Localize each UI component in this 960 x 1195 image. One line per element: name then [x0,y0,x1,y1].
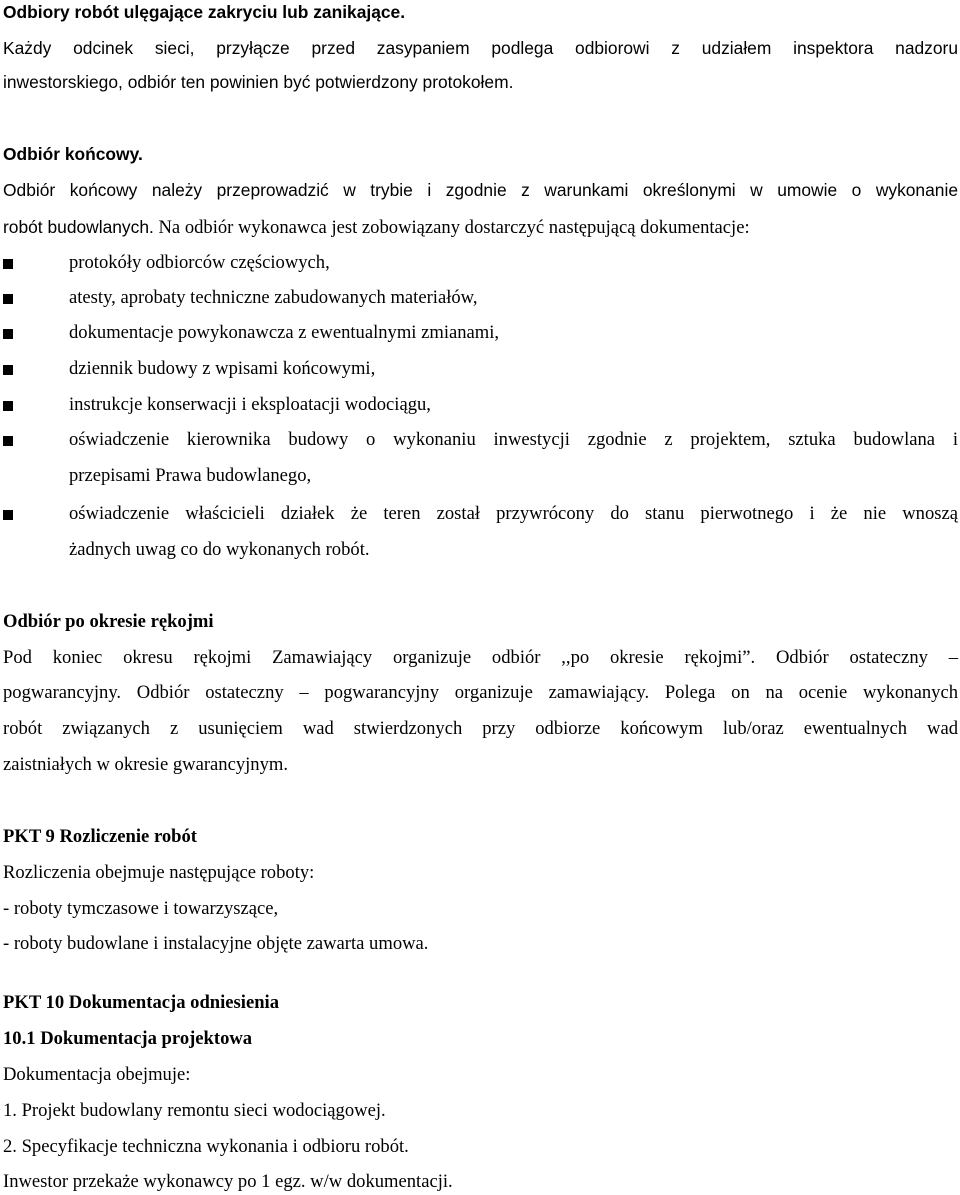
paragraph-line: inwestorskiego, odbiór ten powinien być potwierdzony protokołem. [3,72,514,92]
bullet-square-icon [3,510,13,520]
paragraph-line: 2. Specyfikacje techniczna wykonania i odbioru robót. [3,1136,409,1157]
subsection-heading-10-1: 10.1 Dokumentacja projektowa [3,1028,253,1049]
section-heading-odbiory-zanikajace: Odbiory robót ulęgające zakryciu lub zanikające. [3,2,406,22]
section-heading-pkt10: PKT 10 Dokumentacja odniesienia [3,992,280,1013]
paragraph-fragment: Na odbiór wykonawca jest zobowiązany dostarczyć następującą dokumentacje: [158,217,750,238]
paragraph-line: zaistniałych w okresie gwarancyjnym. [3,754,289,775]
paragraph-line: Odbiór końcowy należy przeprowadzić w trybie i zgodnie z warunkami określonymi w umowie o wykonanie [3,180,958,200]
paragraph-fragment: robót budowlanych. [3,217,154,237]
paragraph-line: Dokumentacja obejmuje: [3,1064,191,1085]
bullet-square-icon [3,329,13,339]
list-item-continuation: żadnych uwag co do wykonanych robót. [69,539,370,560]
list-item: oświadczenie właścicieli działek że teren został przywrócony do stanu pierwotnego i że nie wnoszą [69,503,958,524]
list-item: atesty, aprobaty techniczne zabudowanych materiałów, [69,287,478,308]
bullet-square-icon [3,294,13,304]
paragraph-line: Rozliczenia obejmuje następujące roboty: [3,862,315,883]
section-heading-pkt9: PKT 9 Rozliczenie robót [3,826,197,847]
list-item: oświadczenie kierownika budowy o wykonaniu inwestycji zgodnie z projektem, sztuka budowlana i [69,429,958,450]
bullet-square-icon [3,401,13,411]
paragraph-line: robót związanych z usunięciem wad stwierdzonych przy odbiorze końcowym lub/oraz ewentualnych wad [3,718,958,739]
list-item: dziennik budowy z wpisami końcowymi, [69,358,376,379]
paragraph-line: Inwestor przekaże wykonawcy po 1 egz. w/w dokumentacji. [3,1171,453,1192]
list-item-continuation: przepisami Prawa budowlanego, [69,465,312,486]
section-heading-odbior-rekojmi: Odbiór po okresie rękojmi [3,611,214,632]
bullet-square-icon [3,259,13,269]
bullet-square-icon [3,365,13,375]
paragraph-line: Pod koniec okresu rękojmi Zamawiający organizuje odbiór ,,po okresie rękojmi”. Odbiór ostateczny – [3,647,958,668]
list-item: protokóły odbiorców częściowych, [69,252,330,273]
paragraph-line: pogwarancyjny. Odbiór ostateczny – pogwarancyjny organizuje zamawiający. Polega on na ocenie wykonanych [3,682,958,703]
paragraph-line: - roboty budowlane i instalacyjne objęte zawarta umowa. [3,933,429,954]
list-item: dokumentacje powykonawcza z ewentualnymi zmianami, [69,322,500,343]
paragraph-line: Każdy odcinek sieci, przyłącze przed zasypaniem podlega odbiorowi z udziałem inspektora nadzoru [3,38,958,58]
paragraph-line: 1. Projekt budowlany remontu sieci wodociągowej. [3,1100,386,1121]
list-item: instrukcje konserwacji i eksploatacji wodociągu, [69,394,431,415]
bullet-square-icon [3,436,13,446]
section-heading-odbior-koncowy: Odbiór końcowy. [3,144,143,164]
paragraph-line: - roboty tymczasowe i towarzyszące, [3,898,279,919]
paragraph-line [3,216,958,239]
